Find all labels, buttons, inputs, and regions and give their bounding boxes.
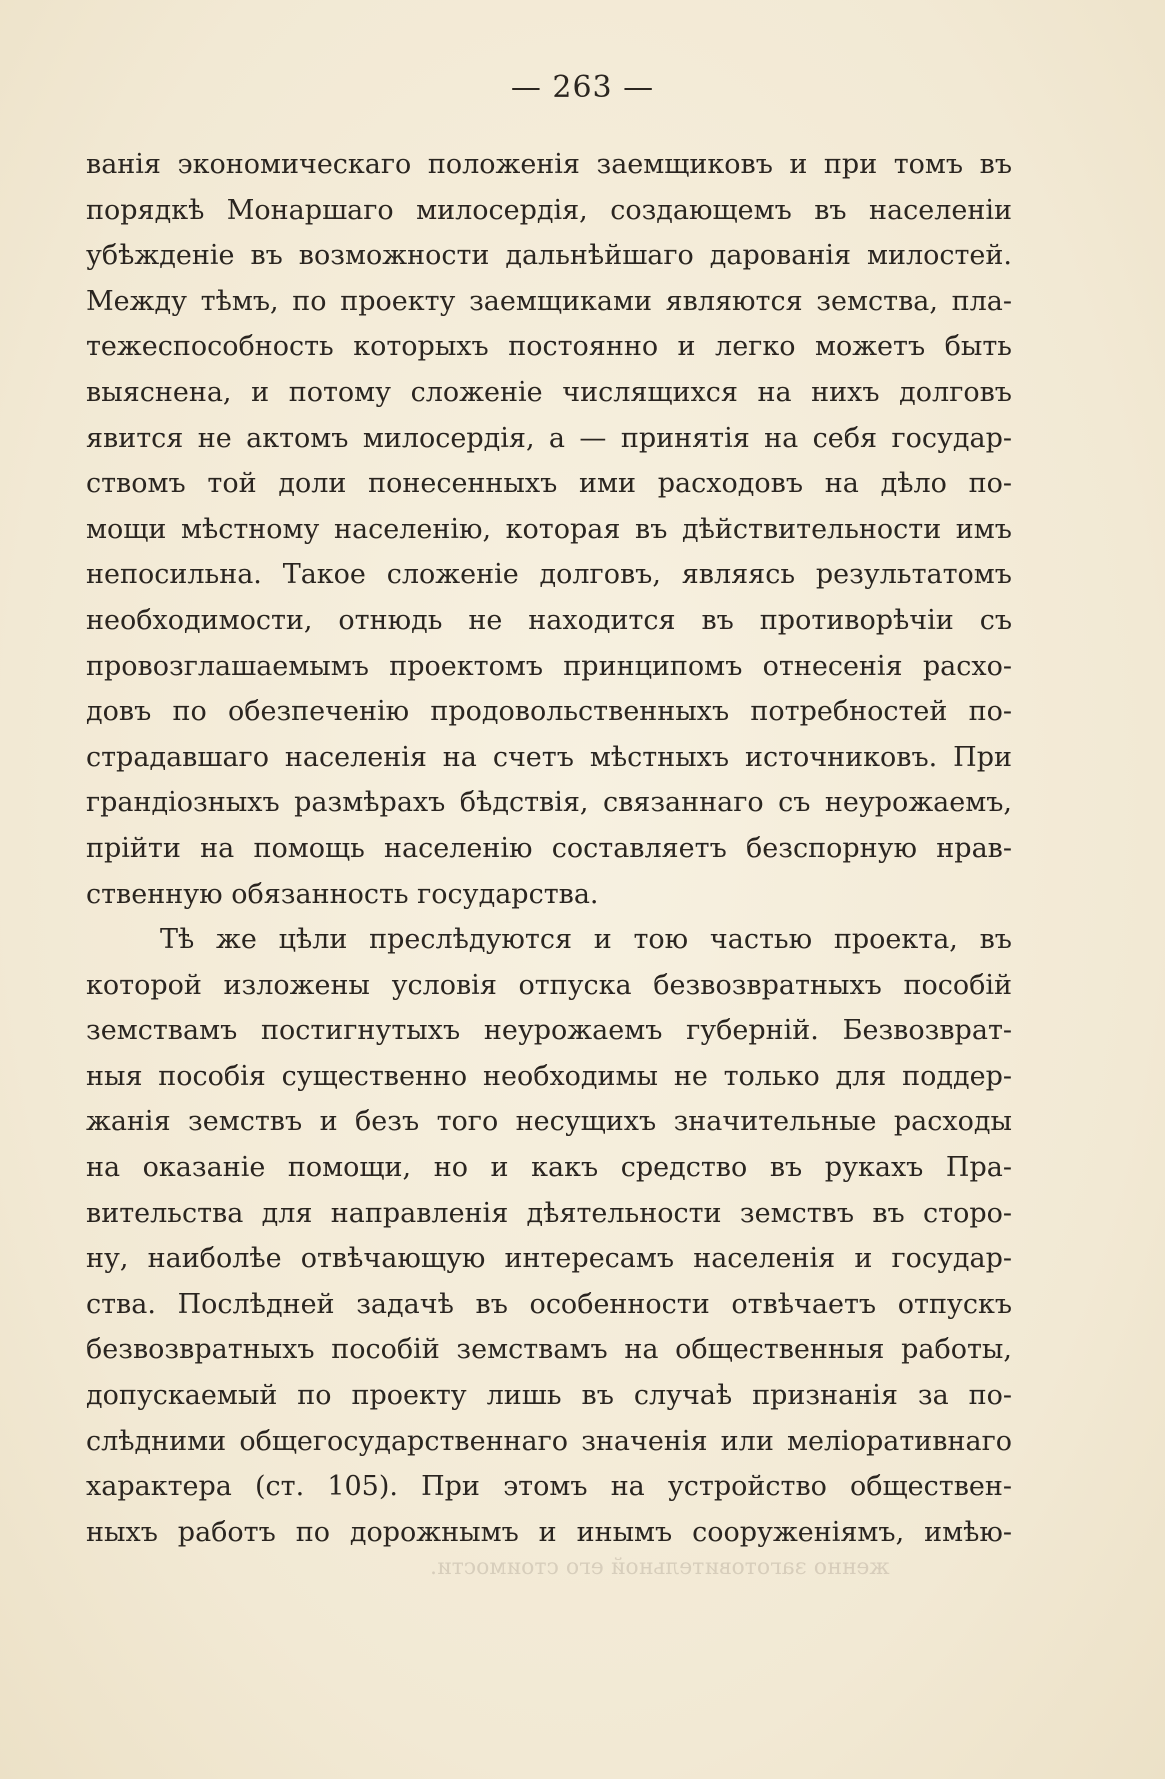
text-line: вительства для направленія дѣятельности земствъ въ сторо- [86, 1197, 1012, 1229]
text-line: характера (ст. 105). При этомъ на устройство обществен- [86, 1471, 1012, 1503]
text-line: прійти на помощь населенію составляетъ безспорную нрав- [86, 832, 1012, 864]
page-number: — 263 — [510, 70, 655, 105]
text-line: которой изложены условія отпуска безвозвратныхъ пособій [86, 969, 1012, 1001]
paragraph-1 [86, 142, 1012, 917]
text-line: ныхъ работъ по дорожнымъ и инымъ сооруженіямъ, имѣю- [86, 1516, 1012, 1548]
text-line: допускаемый по проекту лишь въ случаѣ признанія за по- [86, 1380, 1012, 1412]
text-line: земствамъ постигнутыхъ неурожаемъ губерній. Безвозврат- [86, 1015, 1012, 1047]
text-line: страдавшаго населенія на счетъ мѣстныхъ источниковъ. При [86, 741, 1012, 773]
text-line: жанія земствъ и безъ того несущихъ значительные расходы [86, 1106, 1012, 1138]
text-line: довъ по обезпеченію продовольственныхъ потребностей по- [86, 696, 1012, 728]
text-line: грандіозныхъ размѣрахъ бѣдствія, связаннаго съ неурожаемъ, [86, 787, 1012, 819]
text-line: ствомъ той доли понесенныхъ ими расходовъ на дѣло по- [86, 468, 1012, 500]
text-line: безвозвратныхъ пособій земствамъ на общественныя работы, [86, 1334, 1012, 1366]
text-line: ну, наиболѣе отвѣчающую интересамъ населенія и государ- [86, 1243, 1012, 1275]
text-line: ванія экономическаго положенія заемщиковъ и при томъ въ [86, 149, 1012, 180]
text-line: непосильна. Такое сложеніе долговъ, являясь результатомъ [86, 559, 1012, 591]
text-line: явится не актомъ милосердія, а — принятія на себя государ- [86, 422, 1012, 454]
text-line: убѣжденіе въ возможности дальнѣйшаго дарованія милостей. [86, 240, 1012, 272]
text-line: необходимости, отнюдь не находится въ противорѣчіи съ [86, 604, 1012, 636]
paragraph-2 [86, 917, 1012, 1555]
body-text [86, 142, 1012, 1555]
bleed-through-text: женно заготовительной его стоимости. [430, 1555, 890, 1580]
text-line: порядкѣ Монаршаго милосердія, создающемъ въ населеніи [86, 194, 1012, 226]
text-line: мощи мѣстному населенію, которая въ дѣйствительности имъ [86, 513, 1012, 545]
text-line: на оказаніе помощи, но и какъ средство въ рукахъ Пра- [86, 1152, 1012, 1184]
text-line: слѣдними общегосударственнаго значенія или меліоративнаго [86, 1425, 1012, 1457]
text-line: ственную обязанность государства. [86, 878, 599, 910]
text-line: ныя пособія существенно необходимы не только для поддер- [86, 1060, 1012, 1092]
text-line: выяснена, и потому сложеніе числящихся на нихъ долговъ [86, 376, 1012, 408]
text-line: ства. Послѣдней задачѣ въ особенности отвѣчаетъ отпускъ [86, 1288, 1012, 1320]
text-line: провозглашаемымъ проектомъ принципомъ отнесенія расхо- [86, 650, 1012, 682]
text-line: Между тѣмъ, по проекту заемщиками являются земства, пла- [86, 285, 1012, 317]
text-line: тежеспособность которыхъ постоянно и легко можетъ быть [86, 331, 1012, 363]
text-line: Тѣ же цѣли преслѣдуются и тою частью проекта, въ [160, 924, 1012, 956]
